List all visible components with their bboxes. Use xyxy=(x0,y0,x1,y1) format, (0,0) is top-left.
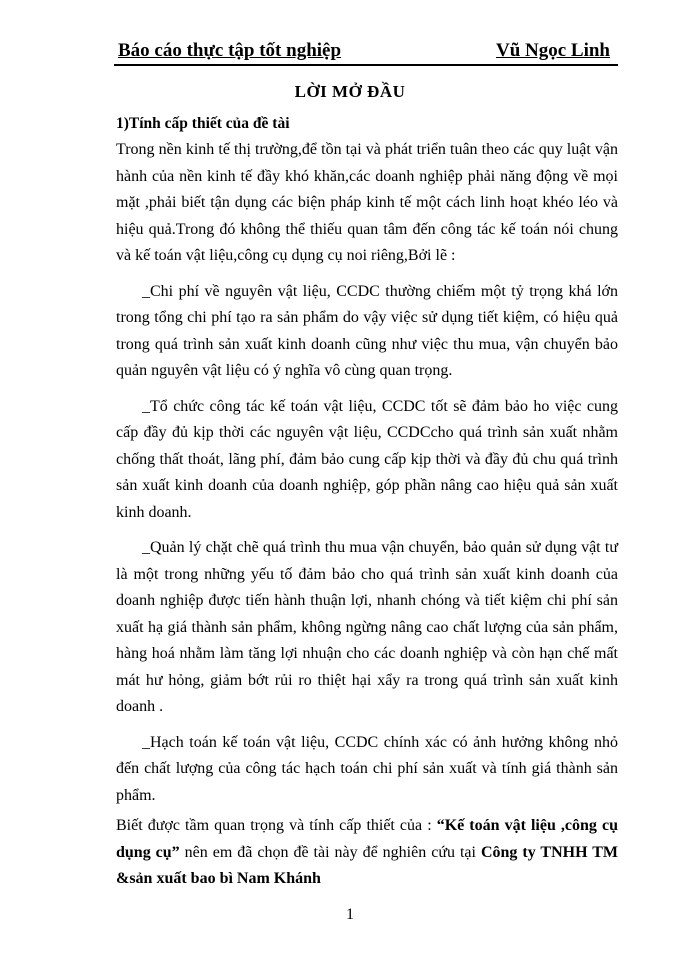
conclusion-intro: Biết được tầm quan trọng và tính cấp thiết của : xyxy=(116,817,437,834)
header-author-name: Vũ Ngọc Linh xyxy=(495,40,610,61)
body-text xyxy=(116,137,618,893)
section-heading: 1)Tính cấp thiết của đề tài xyxy=(116,115,290,132)
paragraph-conclusion xyxy=(116,813,618,893)
paragraph-material-cost: _Chi phí về nguyên vật liệu, CCDC thường chiếm một tỷ trọng khá lớn trong tổng chi phí tạo ra sản phẩm do vậy việc sử dụng tiết kiệm, có hiệu quả trong quá trình sản xuất kinh doanh cũng như việc thu mua, vận chuyển bảo quản nguyên vật liệu có ý nghĩa vô cùng quan trọng. xyxy=(116,282,618,379)
conclusion-middle: nên em đã chọn đề tài này để nghiên cứu tại xyxy=(179,843,481,861)
paragraph-accuracy: _Hạch toán kế toán vật liệu, CCDC chính xác có ảnh hưởng không nhỏ đến chất lượng của công tác hạch toán chi phí sản xuất và tính giá thành sản phẩm. xyxy=(116,733,618,804)
conclusion-company: Công ty TNHH TM &sản xuất bao bì Nam Khánh xyxy=(116,843,618,887)
conclusion-topic: “Kế toán vật liệu ,công cụ dụng cụ” xyxy=(116,817,618,861)
document-title: LỜI MỞ ĐẦU xyxy=(294,82,406,101)
paragraph-accounting-organization: _Tổ chức công tác kế toán vật liệu, CCDC tốt sẽ đảm bảo ho việc cung cấp đầy đủ kịp thời các nguyên vật liệu, CCDCcho quá trình sản xuất nhằm chống thất thoát, lãng phí, đảm bảo cung cấp kịp thời và đầy đủ chu quá trình sản xuất kinh doanh của doanh nghiệp, góp phần nâng cao hiệu quả sản xuất kinh doanh. xyxy=(116,397,618,521)
page-number: 1 xyxy=(346,906,354,923)
header-report-title: Báo cáo thực tập tốt nghiệp xyxy=(118,40,342,61)
page-header xyxy=(114,38,618,66)
paragraph-intro: Trong nền kinh tế thị trường,để tồn tại và phát triển tuân theo các quy luật vận hành của nền kinh tế đầy khó khăn,các doanh nghiệp phải năng động về mọi mặt ,phải biết tận dụng các biện pháp kinh tế một cách linh hoạt khéo léo và hiệu quả.Trong đó không thể thiếu quan tâm đến công tác kế toán nói chung và kế toán vật liệu,công cụ dụng cụ noi riêng,Bởi lẽ : xyxy=(116,141,618,264)
paragraph-management: _Quản lý chặt chẽ quá trình thu mua vận chuyển, bảo quản sử dụng vật tư là một trong những yếu tố đảm bảo cho quá trình sản xuất kinh doanh của doanh nghiệp được tiến hành thuận lợi, nhanh chóng và tiết kiệm chi phí sản xuất hạ giá thành sản phẩm, không ngừng nâng cao chất lượng của sản phẩm, hàng hoá nhằm làm tăng lợi nhuận cho các doanh nghiệp và còn hạn chế mất mát hư hỏng, giảm bớt rủi ro thiệt hại xẩy ra trong quá trình sản xuất kinh doanh . xyxy=(116,539,618,715)
